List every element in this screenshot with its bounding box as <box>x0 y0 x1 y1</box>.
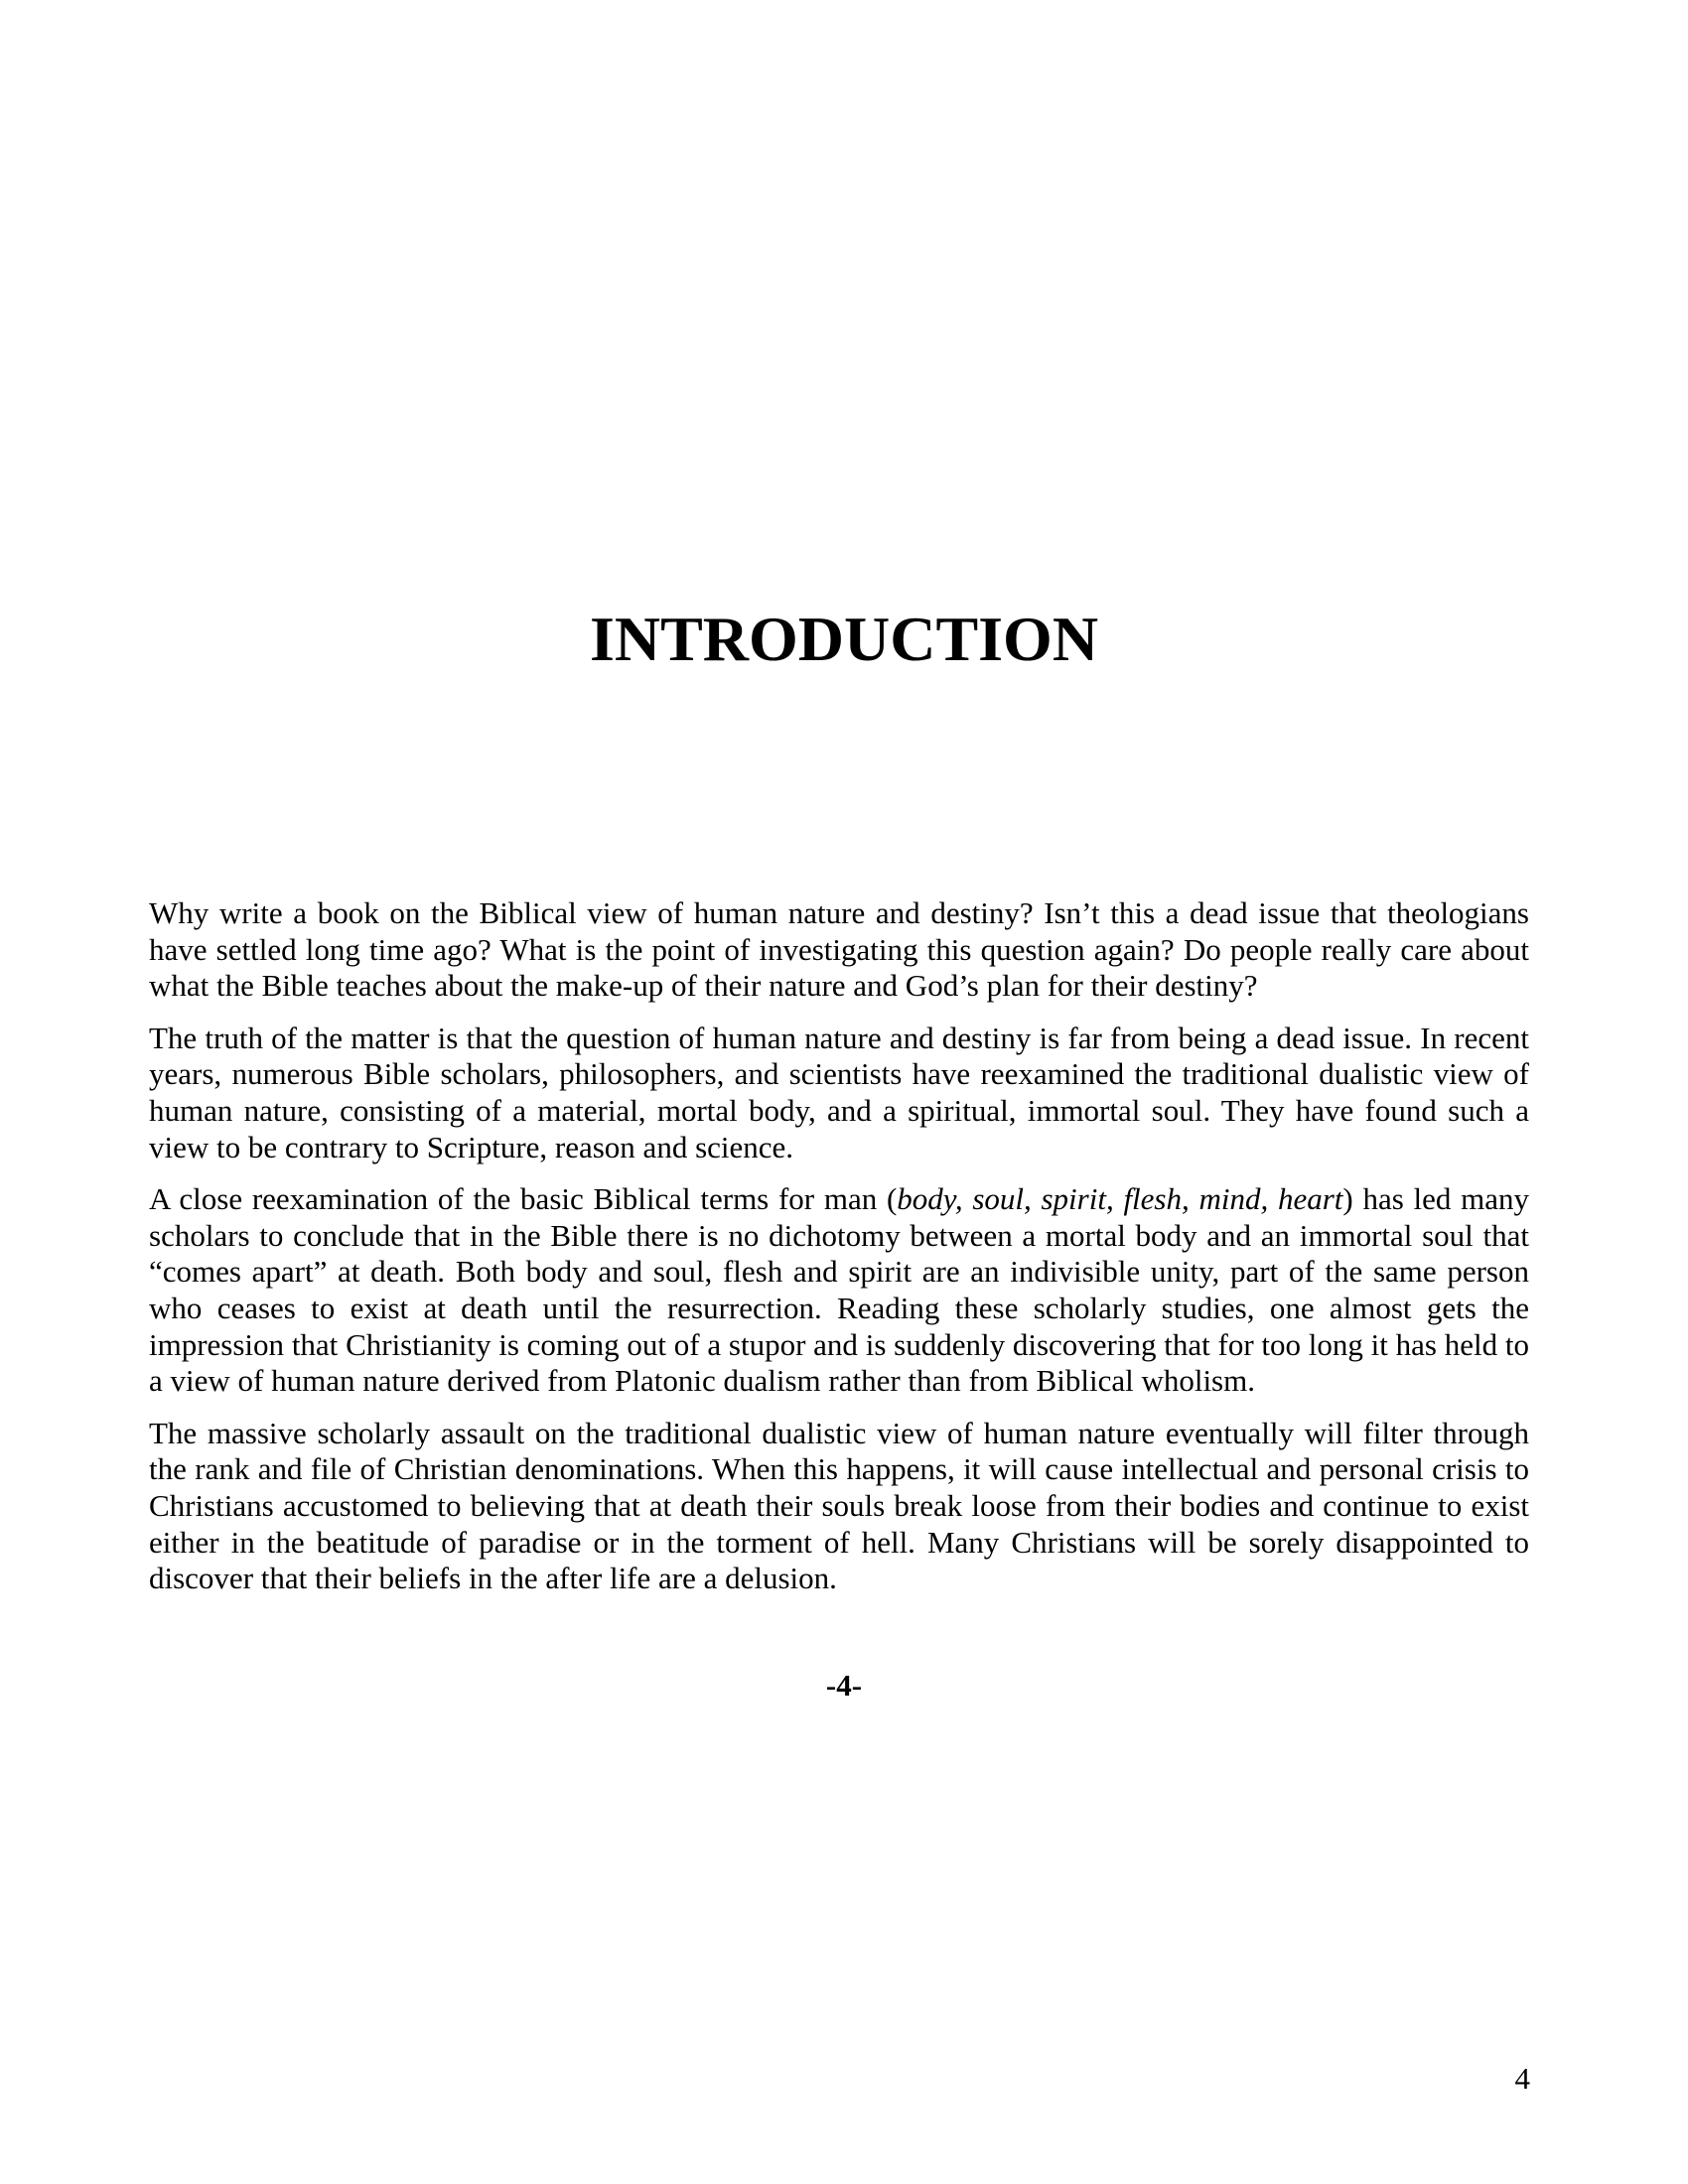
paragraph-3-italic-terms: body, soul, spirit, flesh, mind, heart <box>897 1181 1343 1217</box>
paragraph-4: The massive scholarly assault on the traditional dualistic view of human nature eventually will filter through the rank and file of Christian denominations. When this happens, it will cause intellectual and personal crisis to Christians accustomed to believing that at death their souls break loose from their bodies and continue to exist either in the beatitude of paradise or in the torment of hell. Many Christians will be sorely disappointed to discover that their beliefs in the after life are a delusion. <box>149 1415 1529 1596</box>
inline-folio: -4- <box>825 1668 863 1703</box>
paragraph-1: Why write a book on the Biblical view of human nature and destiny? Isn’t this a dead issue that theologians have settled long time ago? What is the point of investigating this question again? Do people really care about what the Bible teaches about the make-up of their nature and God’s plan for their destiny? <box>149 895 1529 1004</box>
page-title: INTRODUCTION <box>589 604 1099 674</box>
body-text <box>149 895 1529 1613</box>
page-number: 4 <box>1514 2061 1530 2096</box>
paragraph-2: The truth of the matter is that the question of human nature and destiny is far from being a dead issue. In recent years, numerous Bible scholars, philosophers, and scientists have reexamined the traditional dualistic view of human nature, consisting of a material, mortal body, and a spiritual, immortal soul. They have found such a view to be contrary to Scripture, reason and science. <box>149 1020 1529 1164</box>
paragraph-3-rest: ) has led many scholars to conclude that in the Bible there is no dichotomy between a mortal body and an immortal soul that “comes apart” at death. Both body and soul, flesh and spirit are an indivisible unity, part of the same person who ceases to exist at death until the resurrection. Reading these scholarly studies, one almost gets the impression that Christianity is coming out of a stupor and is suddenly discovering that for too long it has held to a view of human nature derived from Platonic dualism rather than from Biblical wholism. <box>149 1181 1530 1399</box>
paragraph-3-lead: A close reexamination of the basic Biblical terms for man ( <box>149 1181 898 1217</box>
paragraph-3 <box>149 1181 1529 1400</box>
